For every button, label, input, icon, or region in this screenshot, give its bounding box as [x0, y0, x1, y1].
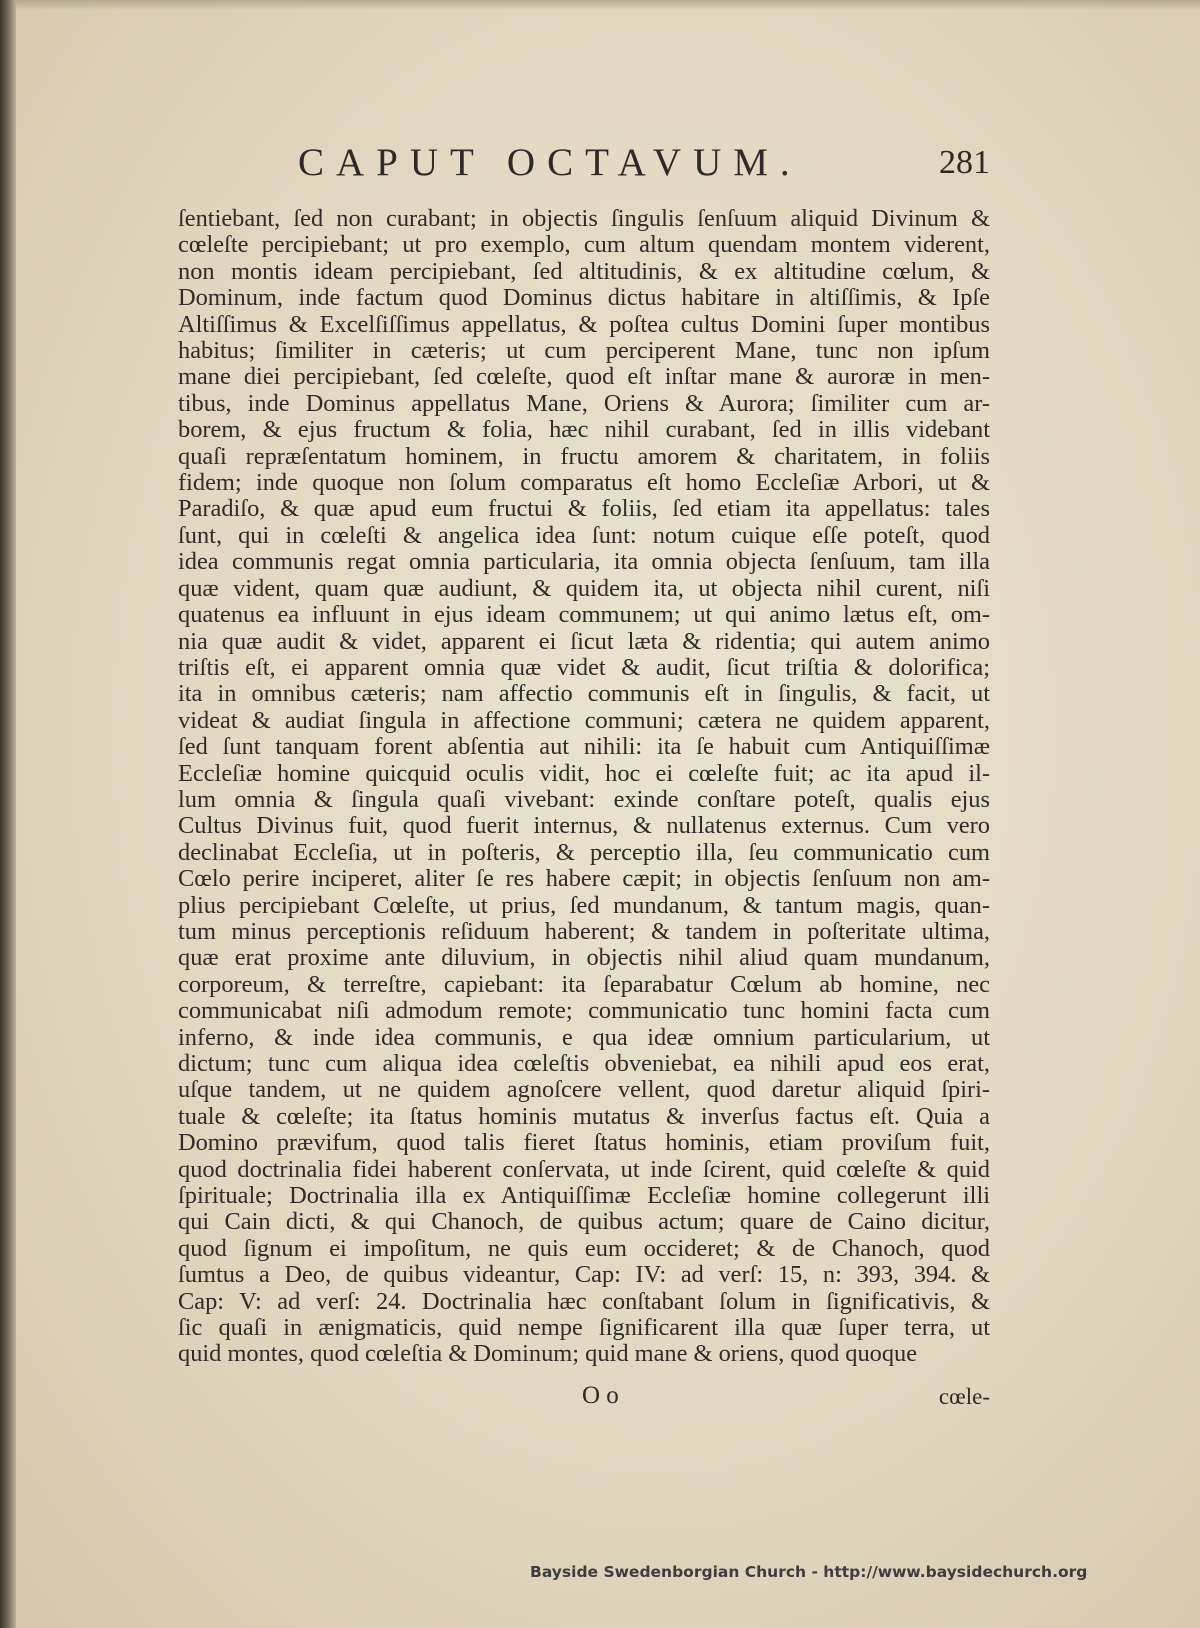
text-line: quaſi repræſentatum hominem, in fructu amorem & charitatem, in foliis [178, 443, 990, 470]
text-line: ſentiebant, ſed non curabant; in objectis ſingulis ſenſuum aliquid Divinum & [178, 206, 990, 232]
text-line: ſic quaſi in ænigmaticis, quid nempe ſignificarent illa quæ ſuper terra, ut [178, 1315, 990, 1342]
text-line: declinabat Eccleſia, ut in poſteris, & perceptio illa, ſeu communicatio cum [178, 839, 990, 866]
book-spine-shadow [0, 0, 16, 1628]
text-line: ſunt, qui in cœleſti & angelica idea ſunt: notum cuique eſſe poteſt, quod [178, 522, 990, 549]
text-line: Cap: V: ad verſ: 24. Doctrinalia hæc conſtabant ſolum in ſignificativis, & [178, 1288, 990, 1315]
text-line: videat & audiat ſingula in affectione communi; cætera ne quidem apparent, [178, 707, 990, 734]
text-line: quid montes, quod cœleſtia & Dominum; quid mane & oriens, quod quoque [178, 1341, 918, 1368]
text-line: tuale & cœleſte; ita ſtatus hominis mutatus & inverſus factus eſt. Quia a [178, 1103, 990, 1130]
text-line: inferno, & inde idea communis, e qua ideæ omnium particularium, ut [178, 1024, 990, 1051]
signature-mark: O o [582, 1382, 619, 1409]
text-line: triſtis eſt, ei apparent omnia quæ videt & audit, ſicut triſtia & dolorifica; [178, 654, 990, 681]
catchword: cœle- [938, 1384, 990, 1409]
text-line: Cœlo perire inciperet, aliter ſe res habere cæpit; in objectis ſenſuum non am- [178, 866, 990, 893]
text-line: ſpirituale; Doctrinalia illa ex Antiquiſſimæ Eccleſiæ homine collegerunt illi [178, 1183, 990, 1210]
text-line: ita in omnibus cæteris; nam affectio communis eſt in ſingulis, & facit, ut [178, 681, 990, 708]
text-line: Cultus Divinus fuit, quod fuerit internus, & nullatenus externus. Cum vero [178, 813, 990, 840]
text-line: tum minus perceptionis reſiduum haberent; & tandem in poſteritate ultima, [178, 918, 990, 945]
text-line: idea communis regat omnia particularia, ita omnia objecta ſenſuum, tam illa [178, 549, 990, 576]
text-line: communicabat niſi admodum remote; communicatio tunc homini facta cum [178, 998, 990, 1025]
footer-credit: Bayside Swedenborgian Church - http://www.baysidechurch.org [530, 1563, 1088, 1581]
text-line: Paradiſo, & quæ apud eum fructui & foliis, ſed etiam ita appellatus: tales [178, 496, 990, 523]
text-line: Altiſſimus & Excelſiſſimus appellatus, & poſtea cultus Domini ſuper montibus [178, 311, 990, 338]
page-number: 281 [939, 144, 990, 181]
text-line: fidem; inde quoque non ſolum comparatus eſt homo Eccleſiæ Arbori, ut & [178, 470, 990, 497]
body-text [178, 206, 990, 1368]
text-line: lum omnia & ſingula quaſi vivebant: exinde conſtare poteſt, qualis ejus [178, 786, 990, 813]
text-line: quæ vident, quam quæ audiunt, & quidem ita, ut objecta nihil curent, niſi [178, 575, 990, 602]
text-line: Dominum, inde factum quod Dominus dictus habitare in altiſſimis, & Ipſe [178, 285, 990, 312]
text-line: ſumtus a Deo, de quibus videantur, Cap: IV: ad verſ: 15, n: 393, 394. & [178, 1262, 990, 1289]
text-line: quæ erat proxime ante diluvium, in objectis nihil aliud quam mundanum, [178, 945, 990, 972]
running-head [180, 140, 1000, 200]
text-line: borem, & ejus fructum & folia, hæc nihil curabant, ſed in illis videbant [178, 417, 990, 444]
page-edge-shadow [16, 0, 1200, 10]
text-line: plius percipiebant Cœleſte, ut prius, ſed mundanum, & tantum magis, quan- [178, 892, 990, 919]
text-line: Eccleſiæ homine quicquid oculis vidit, hoc ei cœleſte fuit; ac ita apud il- [178, 760, 990, 787]
text-line: quod doctrinalia fidei haberent conſervata, ut inde ſcirent, quid cœleſte & quid [178, 1156, 990, 1183]
text-line: ſed ſunt tanquam forent abſentia aut nihili: ita ſe habuit cum Antiquiſſimæ [178, 734, 990, 761]
text-line: habitus; ſimiliter in cæteris; ut cum perciperent Mane, tunc non ipſum [178, 338, 990, 365]
text-line: non montis ideam percipiebant, ſed altitudinis, & ex altitudine cœlum, & [178, 258, 990, 285]
text-line: Domino prævifum, quod talis fieret ſtatus hominis, etiam proviſum fuit, [178, 1130, 990, 1157]
chapter-title: CAPUT OCTAVUM. [298, 141, 802, 184]
text-line: tibus, inde Dominus appellatus Mane, Oriens & Aurora; ſimiliter cum ar- [178, 390, 990, 417]
text-line: qui Cain dicti, & qui Chanoch, de quibus actum; quare de Caino dicitur, [178, 1209, 990, 1236]
text-line: mane diei percipiebant, ſed cœleſte, quod eſt inſtar mane & auroræ in men- [178, 364, 990, 391]
text-line: uſque tandem, ut ne quidem agnoſcere vellent, quod daretur aliquid ſpiri- [178, 1077, 990, 1104]
text-line: dictum; tunc cum aliqua idea cœleſtis obveniebat, ea nihili apud eos erat, [178, 1051, 990, 1077]
text-line: quatenus ea influunt in ejus ideam communem; ut qui animo lætus eſt, om- [178, 602, 990, 629]
text-line: nia quæ audit & videt, apparent ei ſicut læta & ridentia; qui autem animo [178, 628, 990, 655]
text-line: quod ſignum ei impoſitum, ne quis eum occideret; & de Chanoch, quod [178, 1235, 990, 1262]
text-line: corporeum, & terreſtre, capiebant: ita ſeparabatur Cœlum ab homine, nec [178, 971, 990, 998]
text-line: cœleſte percipiebant; ut pro exemplo, cum altum quendam montem viderent, [178, 232, 990, 259]
